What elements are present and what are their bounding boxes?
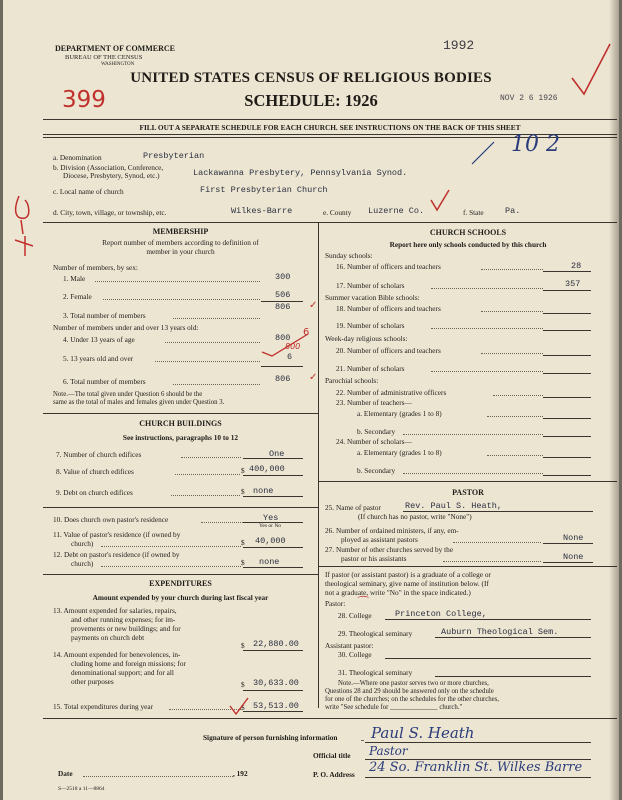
form-number: S—2518 a 11—8864 — [58, 786, 105, 792]
q29-value: Auburn Theological Sem. — [441, 627, 559, 637]
county-value: Luzerne Co. — [368, 206, 425, 216]
q8-label: 8. Value of church edifices — [56, 467, 134, 476]
date-year: , 192 — [233, 769, 248, 778]
q3-value: 806 — [275, 302, 291, 312]
po-address-label: P. O. Address — [313, 770, 355, 779]
received-date-stamp: NOV 2 6 1926 — [500, 94, 558, 103]
q17-label: 17. Number of scholars — [336, 281, 405, 290]
red-strike-mark-icon — [258, 332, 313, 357]
department-name: DEPARTMENT OF COMMERCE — [55, 44, 176, 53]
bureau-name: BUREAU OF THE CENSUS — [65, 54, 143, 61]
signature-value: Paul S. Heath — [371, 724, 475, 742]
handwritten-record-number: 399 — [62, 87, 106, 113]
q4-handwritten-correction-2: 800 — [285, 342, 301, 351]
q17-value: 357 — [565, 279, 581, 289]
q6-label: 6. Total number of members — [63, 377, 146, 386]
q27-value: None — [563, 552, 584, 562]
q12-label: 12. Debt on pastor's residence (if owned by — [53, 550, 180, 559]
q9-value: none — [253, 486, 274, 496]
q9-label: 9. Debt on church edifices — [56, 488, 133, 497]
signature-label: Signature of person furnishing information — [203, 733, 338, 742]
q11-value: 40,000 — [255, 536, 286, 546]
q11-label: 11. Value of pastor's residence (if owned by — [53, 530, 181, 539]
instruction-banner: FILL OUT A SEPARATE SCHEDULE FOR EACH CHURCH. SEE INSTRUCTIONS ON THE BACK OF THIS SHEET — [139, 123, 521, 132]
q16-label: 16. Number of officers and teachers — [336, 262, 441, 271]
q6-value: 806 — [275, 374, 291, 384]
bureau-city: WASHINGTON — [101, 62, 135, 67]
q4-handwritten-correction: 6 — [303, 327, 310, 338]
q13-value: 22,880.00 — [253, 639, 299, 649]
q2-label: 2. Female — [63, 292, 92, 301]
q29-label: 29. Theological seminary — [338, 629, 413, 638]
date-label: Date — [58, 769, 73, 778]
q25-value: Rev. Paul S. Heath, — [405, 501, 502, 511]
city-value: Wilkes-Barre — [231, 206, 293, 216]
q8-value: 400,000 — [249, 464, 285, 474]
q7-label: 7. Number of church edifices — [56, 450, 142, 459]
red-tick-mark: ✓ — [309, 372, 318, 383]
q16-value: 28 — [571, 261, 582, 271]
q15-value: 53,513.00 — [253, 701, 299, 711]
red-check-mark-icon — [227, 694, 251, 718]
state-value: Pa. — [505, 206, 521, 216]
q10-value: Yes — [263, 513, 279, 523]
red-check-mark-icon — [568, 38, 613, 103]
pastor-heading: PASTOR — [452, 488, 484, 497]
red-check-mark-icon — [429, 188, 451, 214]
state-label: f. State — [463, 208, 484, 217]
census-schedule-sheet: DEPARTMENT OF COMMERCE BUREAU OF THE CENSUS WASHINGTON 1992 UNITED STATES CENSUS OF RELIGIOUS BODIES SCHEDULE: 1926 NOV 2 6 1926 399 FILL OUT A SEPARATE SCHEDULE FOR EACH CHURCH. SEE INSTRUCTIONS ON THE BACK OF THIS SHEET 10 2 a. Denomination Presbyterian b. Division (Association, Conference, Diocese, Presbytery, Synod, etc.) Lackawanna Presbytery, Pennsylvania Synod. c. Local name of church First Presbyterian Church d. City, town, village, or township, etc. Wilkes-Barre e. County Luzerne Co. f. State Pa. MEMBERSHIP Report number of members according to definition of member in your church Number of members, by sex: 1. Male 300 2. Female 506 806 3. Total number of members ✓ Number of members under and over 13 years old: 4. Under 13 years of age 800 6 800 5. 13 years old and over 6 6. Total number of members 806 ✓ Note.—The total given under Question 6 should be the same as the total of males and females given under Question 3. CHURCH BUILDINGS See instructions, paragraphs 10 to 12 7. Number of church edifices One 8. Value of church edifices $ 400,000 9. Debt on church edifices $ none 10. Does church own pastor's residence Yes Yes or No 11. Value of pastor's residence (if owned by church) $ 40,000 12. Debt on pastor's residence (if owned by church) $ none EXPENDITURES Amount expended by your church during last fiscal year 13. Amount expended for salaries, repairs, and other running expenses; for im- provements or new buildings; and for payments on church debt $ 22,880.00 14. Amount expended for benevolences, in- cluding home and foreign missions; for denominational support; and for all other purposes $ 30,633.00 15. Total expenditures during year $ 53,513.00 CHURCH SCHOOLS Report here only schools conducted by this church Sunday schools: 16. Number of officers and teachers 28 17. Number of scholars 357 Summer vacation Bible schools: 18. Number of officers and teachers 19. Number of scholars Week-day religious schools: 20. Number of officers and teachers 21. Number of scholars Parochial schools: 22. Number of administrative officers 23. Number of teachers— a. Elementary (grades 1 to 8) b. Secondary 24. Number of scholars— a. Elementary (grades 1 to 8) b. Secondary PASTOR 25. Name of pastor Rev. Paul S. Heath, (If church has no pastor, write "None") 26. Number of ordained ministers, if any, em- ployed as assistant pastors None 27. Number of other churches served by the pastor or his assistants None If pastor (or assistant pastor) is a graduate of a college or theological seminary, give name of institution below. (If not a graduate, write "No" in the space indicated.) Pastor: ⌒ 28. College Princeton College, 29. Theological seminary Auburn Theological Sem. Assistant pastor: 30. College 31. Theological seminary Note.—Where one pastor serves two or more churches, Questions 28 and 29 should be answered only on the schedule for one of the churches; on the schedules for the other churches, write "See schedule for ______________ church." Signature of person furnishing information Paul S. Heath Official title Pastor Date , 192 P. O. Address 24 So. Franklin St. Wilkes Barre S—2518 a 11—8864 — [3, 0, 619, 800]
red-tick-mark: ✓ — [309, 300, 318, 311]
official-title-label: Official title — [313, 751, 351, 760]
church-name-label: c. Local name of church — [53, 187, 124, 196]
po-address-value: 24 So. Franklin St. Wilkes Barre — [369, 760, 583, 775]
expenditures-heading: EXPENDITURES — [149, 579, 212, 588]
scan-shadow — [609, 0, 619, 800]
q7-value: One — [269, 449, 285, 459]
form-title: UNITED STATES CENSUS OF RELIGIOUS BODIES — [130, 70, 492, 86]
q12-value: none — [259, 557, 280, 567]
division-label-cont: Diocese, Presbytery, Synod, etc.) — [63, 171, 160, 180]
church-name-value: First Presbyterian Church — [200, 185, 328, 195]
q25-label: 25. Name of pastor — [325, 503, 381, 512]
county-label: e. County — [323, 208, 352, 217]
q14-value: 30,633.00 — [253, 678, 299, 688]
serial-number: 1992 — [443, 38, 475, 53]
division-value: Lackawanna Presbytery, Pennsylvania Synod. — [193, 168, 408, 178]
city-label: d. City, town, village, or township, etc. — [53, 208, 167, 217]
blue-pencil-stroke-icon — [468, 138, 498, 168]
q1-label: 1. Male — [63, 274, 86, 283]
q5-value: 6 — [287, 352, 293, 362]
handwritten-mark: ⌒ — [355, 595, 368, 609]
q10-label: 10. Does church own pastor's residence — [53, 515, 169, 524]
q1-value: 300 — [275, 272, 291, 282]
q28-label: 28. College — [338, 611, 372, 620]
denomination-label: a. Denomination — [53, 153, 102, 162]
church-schools-heading: CHURCH SCHOOLS — [429, 228, 507, 237]
q15-label: 15. Total expenditures during year — [53, 702, 154, 711]
q26-value: None — [563, 533, 584, 543]
q2-value: 506 — [275, 290, 291, 300]
q28-value: Princeton College, — [395, 609, 487, 619]
q5-label: 5. 13 years old and over — [63, 354, 134, 363]
handwritten-corner-number: 10 2 — [511, 132, 560, 157]
q3-label: 3. Total number of members — [63, 311, 146, 320]
denomination-value: Presbyterian — [143, 151, 205, 161]
q4-value: 800 — [275, 333, 291, 343]
schedule-title: SCHEDULE: 1926 — [244, 91, 378, 110]
official-title-value: Pastor — [369, 744, 408, 758]
division-label: b. Division (Association, Conference, — [53, 163, 164, 172]
q4-label: 4. Under 13 years of age — [63, 335, 135, 344]
church-buildings-heading: CHURCH BUILDINGS — [139, 419, 222, 428]
membership-heading: MEMBERSHIP — [152, 227, 209, 236]
